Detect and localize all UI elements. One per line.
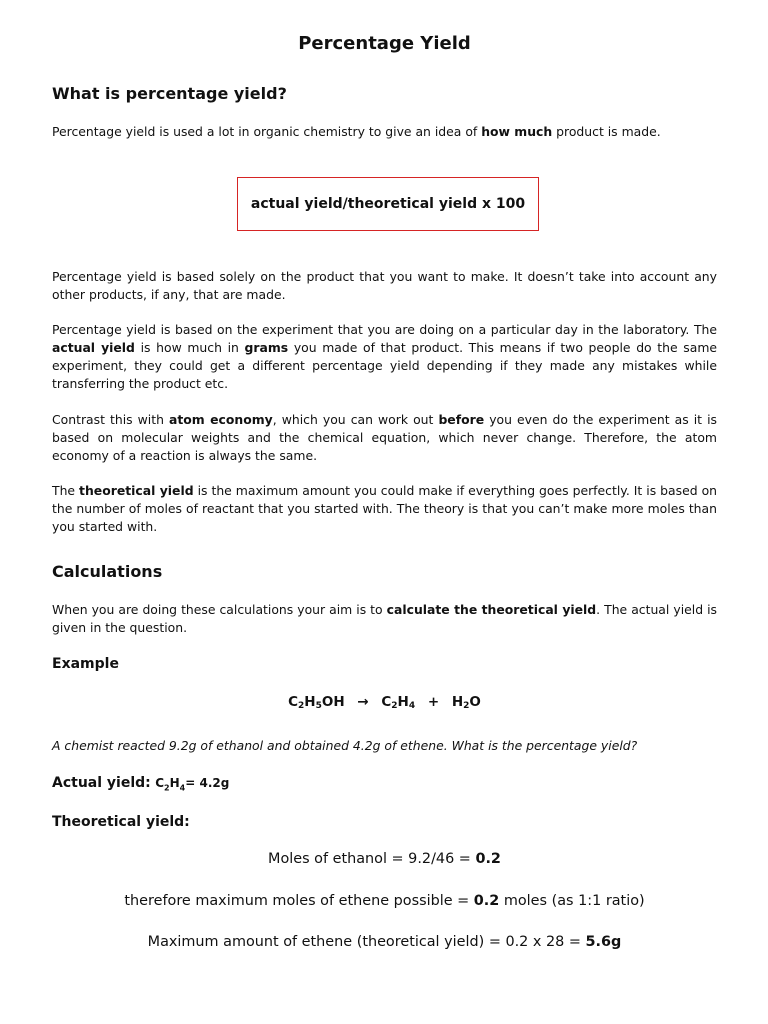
- heading-example: Example: [52, 656, 119, 672]
- arrow-icon: →: [357, 694, 369, 710]
- calc-intro-paragraph: When you are doing these calculations your aim is to calculate the theoretical yield. The actual yield is given in the question.: [52, 602, 717, 635]
- paragraph-theoretical: The theoretical yield is the maximum amount you could make if everything goes perfectly. It is based on the number of moles of reactant that you started with. The theory is that you can’t make more moles than you started with.: [52, 483, 718, 534]
- calc-moles-ethanol: Moles of ethanol = 9.2/46 = 0.2: [268, 851, 501, 867]
- chemical-equation: [52, 694, 717, 711]
- page-title: Percentage Yield: [298, 33, 471, 54]
- actual-yield-value: $C_2H_4= 4.2g$: [155, 776, 230, 793]
- equation-product-ethene: $C_2H_4$: [381, 694, 416, 711]
- heading-what-is: What is percentage yield?: [52, 84, 287, 103]
- intro-paragraph: Percentage yield is used a lot in organic chemistry to give an idea of how much product is made.: [52, 124, 661, 139]
- theoretical-yield-line: [52, 814, 190, 830]
- actual-yield-line: [52, 775, 229, 792]
- equation-plus: +: [427, 694, 440, 710]
- theoretical-yield-label: Theoretical yield:: [52, 814, 190, 830]
- actual-yield-label: Actual yield:: [52, 775, 151, 791]
- calc-moles-ethene: therefore maximum moles of ethene possible = 0.2 moles (as 1:1 ratio): [124, 893, 645, 909]
- heading-calculations: Calculations: [52, 562, 163, 581]
- example-question: A chemist reacted 9.2g of ethanol and obtained 4.2g of ethene. What is the percentage yield?: [52, 738, 638, 753]
- paragraph-atom-economy: Contrast this with atom economy, which you can work out before you even do the experiment as it is based on molecular weights and the chemical equation, which never change. Therefore, the atom economy of a reaction is always the same.: [52, 412, 717, 463]
- paragraph-solely: Percentage yield is based solely on the product that you want to make. It doesn’t take into account any other products, if any, that are made.: [52, 269, 717, 302]
- equation-product-water: $H_2O$: [451, 694, 481, 711]
- paragraph-experiment: Percentage yield is based on the experiment that you are doing on a particular day in the laboratory. The actual yield is how much in grams you made of that product. This means if two people do the same experiment, they could get a different percentage yield depending if they made any mistakes while transferring the product etc.: [52, 322, 718, 391]
- formula-text: actual yield/theoretical yield x 100: [250, 196, 526, 212]
- calc-theoretical-yield: Maximum amount of ethene (theoretical yield) = 0.2 x 28 = 5.6g: [147, 934, 622, 950]
- equation-reactant: $C_2H_5OH$: [288, 694, 345, 711]
- formula-box: [237, 177, 539, 231]
